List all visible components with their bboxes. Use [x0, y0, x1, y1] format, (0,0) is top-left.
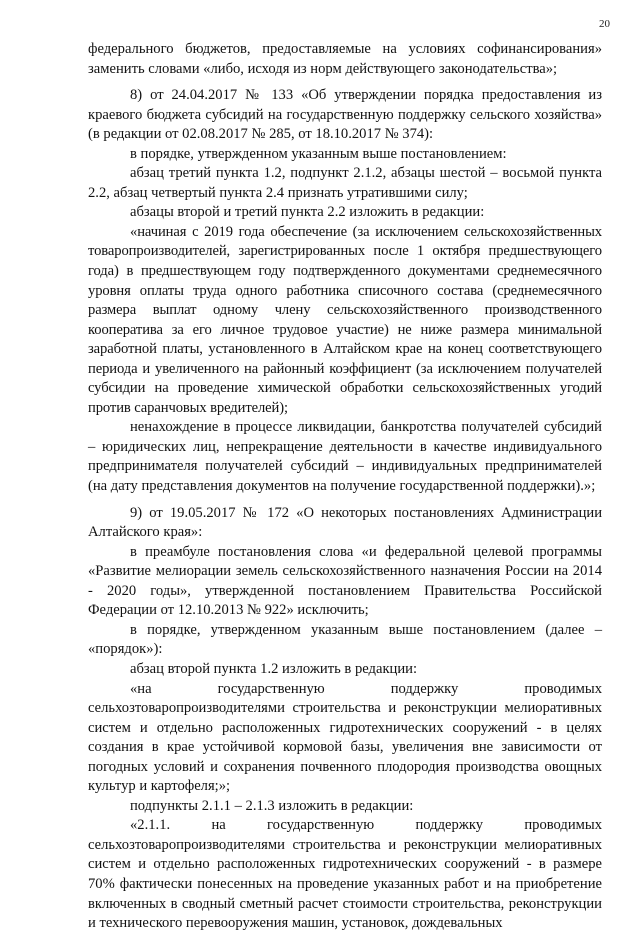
document-body — [88, 40, 602, 934]
paragraph-item-8: 8) от 24.04.2017 № 133 «Об утверждении порядка предоставления из краевого бюджета субсидий на государственную поддержку сельского хозяйства» (в редакции от 02.08.2017 № 285, от 18.10.2017 № 374): — [88, 87, 602, 143]
paragraph-quote-support: «на государственную поддержку проводимых сельхозтоваропроизводителями строительства и реконструкции мелиоративных систем и отдельно расположенных гидротехнических сооружений - в целях создания в крае устойчивой кормовой базы, увеличения вне зависимости от погодных условий и сохранения почвенного плодородия производства овощных культур и картофеля;»; — [88, 680, 602, 795]
page-number: 20 — [599, 18, 610, 30]
paragraph-quote-2-1-1: «2.1.1. на государственную поддержку проводимых сельхозтоваропроизводителями строительства и реконструкции мелиоративных систем и отдельно расположенных гидротехнических сооружений - в размере 70% фактически понесенных на проведение указанных работ и на приобретение включенных в сводный сметный расчет стоимости строительства, реконструкции и технического перевооружения машин, установок, дождевальных — [88, 817, 602, 932]
paragraph-restate-1-2: абзац второй пункта 1.2 изложить в редакции: — [130, 660, 418, 677]
paragraph-order-ref-2: в порядке, утвержденном указанным выше постановлением (далее – «порядок»): — [88, 621, 602, 658]
paragraph-restate-2-2: абзацы второй и третий пункта 2.2 изложить в редакции: — [130, 204, 485, 221]
paragraph-quote-liquidation: ненахождение в процессе ликвидации, банкротства получателей субсидий – юридических лиц, непрекращение деятельности в качестве индивидуального предпринимателя получателей субсидий – индивидуальных предпринимателей (на дату представления документов на получение государственной поддержки).»; — [88, 419, 602, 495]
paragraph-invalidate: абзац третий пункта 1.2, подпункт 2.1.2, абзацы шестой – восьмой пункта 2.2, абзац четвертый пункта 2.4 признать утратившими силу; — [88, 165, 602, 201]
paragraph-order-ref: в порядке, утвержденном указанным выше постановлением: — [130, 145, 507, 162]
paragraph-continuation: федерального бюджетов, предоставляемые на условиях софинансирования» заменить словами «либо, исходя из норм действующего законодательства»; — [88, 41, 602, 77]
paragraph-gap — [88, 497, 602, 504]
paragraph-item-9: 9) от 19.05.2017 № 172 «О некоторых постановлениях Администрации Алтайского края»: — [88, 504, 602, 541]
paragraph-preamble: в преамбуле постановления слова «и федеральной целевой программы «Развитие мелиорации земель сельскохозяйственного назначения России на 2014 - 2020 годы», утвержденной постановлением Правительства Российской Федерации от 12.10.2013 № 922» исключить; — [88, 543, 602, 619]
paragraph-quote-2019: «начиная с 2019 года обеспечение (за исключением сельскохозяйственных товаропроизводителей, зарегистрированных после 1 октября предшествующего года) в предшествующем году подтвержденного документами среднемесячного уровня оплаты труда одного работника списочного состава (среднемесячного размера выплат одному члену сельскохозяйственного производственного кооператива за его личное трудовое участие) не ниже размера минимальной заработной платы, установленного в Алтайском крае на конец соответствующего периода и увеличенного на районный коэффициент (за исключением получателей субсидии на проведение химической обработки сельскохозяйственных угодий против саранчовых вредителей); — [88, 223, 602, 416]
paragraph-restate-2-1: подпункты 2.1.1 – 2.1.3 изложить в редакции: — [130, 797, 414, 814]
paragraph-gap — [88, 79, 602, 86]
